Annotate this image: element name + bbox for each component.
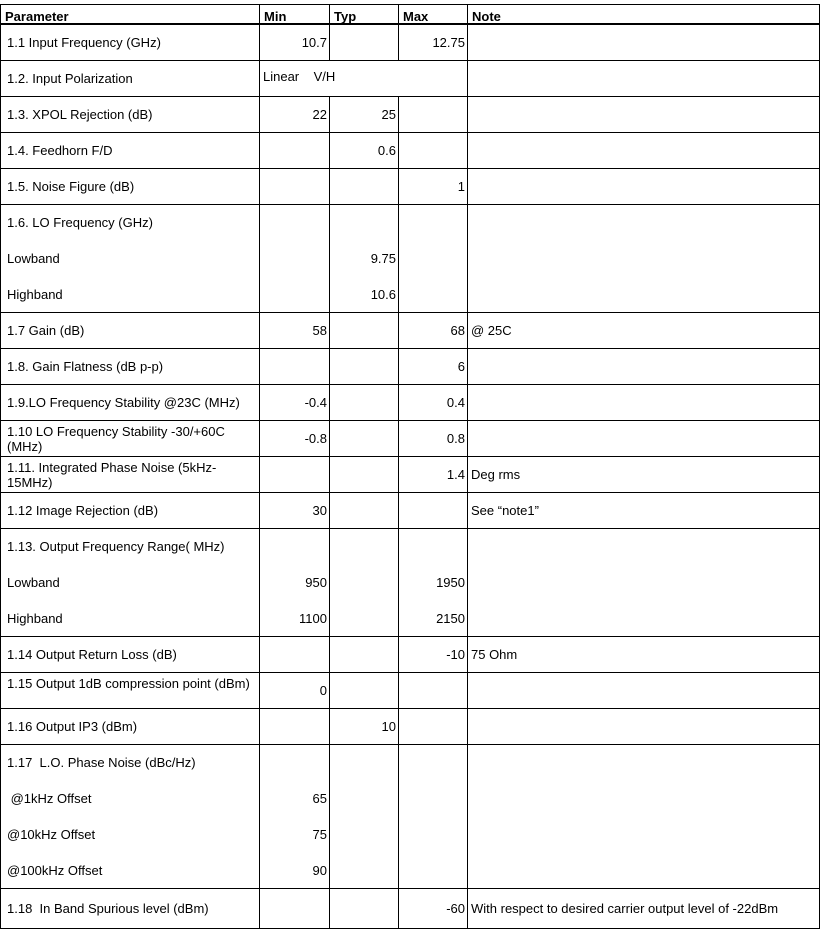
note-cell xyxy=(468,529,820,637)
typ-cell xyxy=(330,205,399,313)
sub-label-lowband: Lowband xyxy=(7,575,60,590)
min-value: 0 xyxy=(319,683,327,698)
table-row xyxy=(0,133,820,169)
header-min-label: Min xyxy=(264,9,287,24)
param-label: 1.8. Gain Flatness (dB p-p) xyxy=(7,359,164,374)
header-max xyxy=(399,4,468,25)
max-cell xyxy=(399,97,468,133)
max-cell xyxy=(399,133,468,169)
param-label: 1.1 Input Frequency (GHz) xyxy=(7,35,161,50)
param-cell xyxy=(0,97,260,133)
min-cell xyxy=(260,493,330,529)
note-cell xyxy=(468,349,820,385)
max-value: 1 xyxy=(457,179,465,194)
min-value: 10.7 xyxy=(301,35,327,50)
param-label: 1.16 Output IP3 (dBm) xyxy=(7,719,138,734)
param-cell xyxy=(0,205,260,313)
typ-cell xyxy=(330,169,399,205)
typ-cell xyxy=(330,25,399,61)
min-cell xyxy=(260,205,330,313)
note-cell xyxy=(468,709,820,745)
max-value: 6 xyxy=(457,359,465,374)
typ-cell xyxy=(330,709,399,745)
table-row xyxy=(0,61,820,97)
typ-value-highband: 10.6 xyxy=(370,287,396,302)
typ-cell xyxy=(330,745,399,889)
header-max-label: Max xyxy=(403,9,429,24)
typ-cell xyxy=(330,421,399,457)
note-cell xyxy=(468,421,820,457)
min-value-100khz: 90 xyxy=(312,863,327,878)
min-value-1khz: 65 xyxy=(312,791,327,806)
max-value: -10 xyxy=(446,647,465,662)
param-label: 1.6. LO Frequency (GHz) xyxy=(7,215,153,230)
table-row xyxy=(0,889,820,929)
param-cell xyxy=(0,745,260,889)
max-value: 1.4 xyxy=(446,467,465,482)
typ-cell xyxy=(330,97,399,133)
param-cell xyxy=(0,133,260,169)
typ-value: 10 xyxy=(381,719,396,734)
max-cell xyxy=(399,457,468,493)
min-value: -0.4 xyxy=(304,395,327,410)
max-cell xyxy=(399,385,468,421)
table-row xyxy=(0,673,820,709)
min-cell xyxy=(260,889,330,929)
param-cell xyxy=(0,25,260,61)
min-cell xyxy=(260,457,330,493)
note-cell xyxy=(468,61,820,97)
max-cell xyxy=(399,493,468,529)
note-cell xyxy=(468,457,820,493)
table-row xyxy=(0,421,820,457)
typ-value: 0.6 xyxy=(377,143,396,158)
max-value: 12.75 xyxy=(432,35,465,50)
header-note-label: Note xyxy=(472,9,501,24)
param-cell xyxy=(0,673,260,709)
max-value: 0.8 xyxy=(446,431,465,446)
note-cell xyxy=(468,313,820,349)
param-label: 1.4. Feedhorn F/D xyxy=(7,143,113,158)
sub-label-100khz: @100kHz Offset xyxy=(7,863,103,878)
min-value: 58 xyxy=(312,323,327,338)
sub-label-1khz: @1kHz Offset xyxy=(7,791,92,806)
typ-value-lowband: 9.75 xyxy=(370,251,396,266)
max-cell xyxy=(399,205,468,313)
max-cell xyxy=(399,25,468,61)
sub-label-10khz: @10kHz Offset xyxy=(7,827,96,842)
note-cell xyxy=(468,385,820,421)
header-parameter xyxy=(0,4,260,25)
min-value-10khz: 75 xyxy=(312,827,327,842)
typ-cell xyxy=(330,529,399,637)
min-cell xyxy=(260,637,330,673)
param-cell xyxy=(0,493,260,529)
note-cell xyxy=(468,97,820,133)
max-cell xyxy=(399,349,468,385)
typ-cell xyxy=(330,457,399,493)
typ-cell xyxy=(330,637,399,673)
table-row xyxy=(0,97,820,133)
param-label: 1.13. Output Frequency Range( MHz) xyxy=(7,539,225,554)
param-cell xyxy=(0,61,260,97)
param-cell xyxy=(0,169,260,205)
table-row xyxy=(0,529,820,637)
min-cell xyxy=(260,97,330,133)
sub-label-highband: Highband xyxy=(7,611,63,626)
min-value: -0.8 xyxy=(304,431,327,446)
max-cell xyxy=(399,889,468,929)
param-label: 1.12 Image Rejection (dB) xyxy=(7,503,159,518)
note-cell xyxy=(468,25,820,61)
table-row xyxy=(0,169,820,205)
note-cell xyxy=(468,493,820,529)
max-cell xyxy=(399,529,468,637)
min-cell xyxy=(260,745,330,889)
table-row xyxy=(0,709,820,745)
header-typ xyxy=(330,4,399,25)
max-cell xyxy=(399,745,468,889)
param-cell xyxy=(0,349,260,385)
table-row xyxy=(0,637,820,673)
param-label: 1.5. Noise Figure (dB) xyxy=(7,179,135,194)
param-label: 1.9.LO Frequency Stability @23C (MHz) xyxy=(7,395,240,410)
param-label: 1.17 L.O. Phase Noise (dBc/Hz) xyxy=(7,755,196,770)
min-cell xyxy=(260,421,330,457)
param-label: 1.11. Integrated Phase Noise (5kHz-15MHz) xyxy=(7,460,217,490)
table-row xyxy=(0,745,820,889)
max-cell xyxy=(399,637,468,673)
param-cell xyxy=(0,385,260,421)
param-label: 1.15 Output 1dB compression point (dBm) xyxy=(7,676,250,691)
note-value: See “note1” xyxy=(471,503,539,518)
param-cell xyxy=(0,313,260,349)
table-row xyxy=(0,493,820,529)
param-cell xyxy=(0,457,260,493)
max-cell xyxy=(399,313,468,349)
min-cell xyxy=(260,349,330,385)
min-cell xyxy=(260,529,330,637)
min-value: 22 xyxy=(312,107,327,122)
polarization-value: Linear V/H xyxy=(263,69,336,84)
typ-cell xyxy=(330,385,399,421)
typ-cell xyxy=(330,673,399,709)
param-cell xyxy=(0,421,260,457)
max-cell xyxy=(399,169,468,205)
note-value: Deg rms xyxy=(471,467,521,482)
typ-value: 25 xyxy=(381,107,396,122)
typ-cell xyxy=(330,313,399,349)
param-label: 1.2. Input Polarization xyxy=(7,71,133,86)
min-value: 30 xyxy=(312,503,327,518)
note-value: @ 25C xyxy=(471,323,512,338)
header-note xyxy=(468,4,820,25)
header-min xyxy=(260,4,330,25)
sub-label-highband: Highband xyxy=(7,287,63,302)
max-value: 68 xyxy=(450,323,465,338)
param-label: 1.18 In Band Spurious level (dBm) xyxy=(7,901,209,916)
note-cell xyxy=(468,889,820,929)
min-cell xyxy=(260,133,330,169)
typ-cell xyxy=(330,133,399,169)
note-cell xyxy=(468,745,820,889)
table-row xyxy=(0,25,820,61)
note-cell xyxy=(468,133,820,169)
table-row xyxy=(0,205,820,313)
param-cell xyxy=(0,889,260,929)
max-value: 0.4 xyxy=(446,395,465,410)
header-parameter-label: Parameter xyxy=(5,9,69,24)
header-typ-label: Typ xyxy=(334,9,357,24)
param-cell xyxy=(0,637,260,673)
typ-cell xyxy=(330,349,399,385)
note-cell xyxy=(468,673,820,709)
min-cell xyxy=(260,25,330,61)
table-row xyxy=(0,313,820,349)
max-cell xyxy=(399,421,468,457)
param-cell xyxy=(0,709,260,745)
note-cell xyxy=(468,169,820,205)
table-header xyxy=(0,4,820,25)
note-cell xyxy=(468,637,820,673)
max-cell xyxy=(399,673,468,709)
polarization-value-cell xyxy=(260,61,468,97)
typ-cell xyxy=(330,493,399,529)
max-value-lowband: 1950 xyxy=(436,575,465,590)
min-value-lowband: 950 xyxy=(305,575,327,590)
table-row xyxy=(0,385,820,421)
min-value-highband: 1100 xyxy=(299,611,327,626)
note-value: With respect to desired carrier output level of -22dBm xyxy=(471,901,779,916)
table-row xyxy=(0,457,820,493)
param-cell xyxy=(0,529,260,637)
max-cell xyxy=(399,709,468,745)
param-label: 1.14 Output Return Loss (dB) xyxy=(7,647,177,662)
max-value-highband: 2150 xyxy=(436,611,465,626)
min-cell xyxy=(260,169,330,205)
param-label: 1.7 Gain (dB) xyxy=(7,323,85,338)
table-row xyxy=(0,349,820,385)
min-cell xyxy=(260,709,330,745)
min-cell xyxy=(260,673,330,709)
typ-cell xyxy=(330,889,399,929)
min-cell xyxy=(260,313,330,349)
max-value: -60 xyxy=(446,901,465,916)
min-cell xyxy=(260,385,330,421)
note-cell xyxy=(468,205,820,313)
sub-label-lowband: Lowband xyxy=(7,251,60,266)
note-value: 75 Ohm xyxy=(471,647,518,662)
param-label: 1.3. XPOL Rejection (dB) xyxy=(7,107,153,122)
param-label: 1.10 LO Frequency Stability -30/+60C (MHz) xyxy=(7,424,225,454)
